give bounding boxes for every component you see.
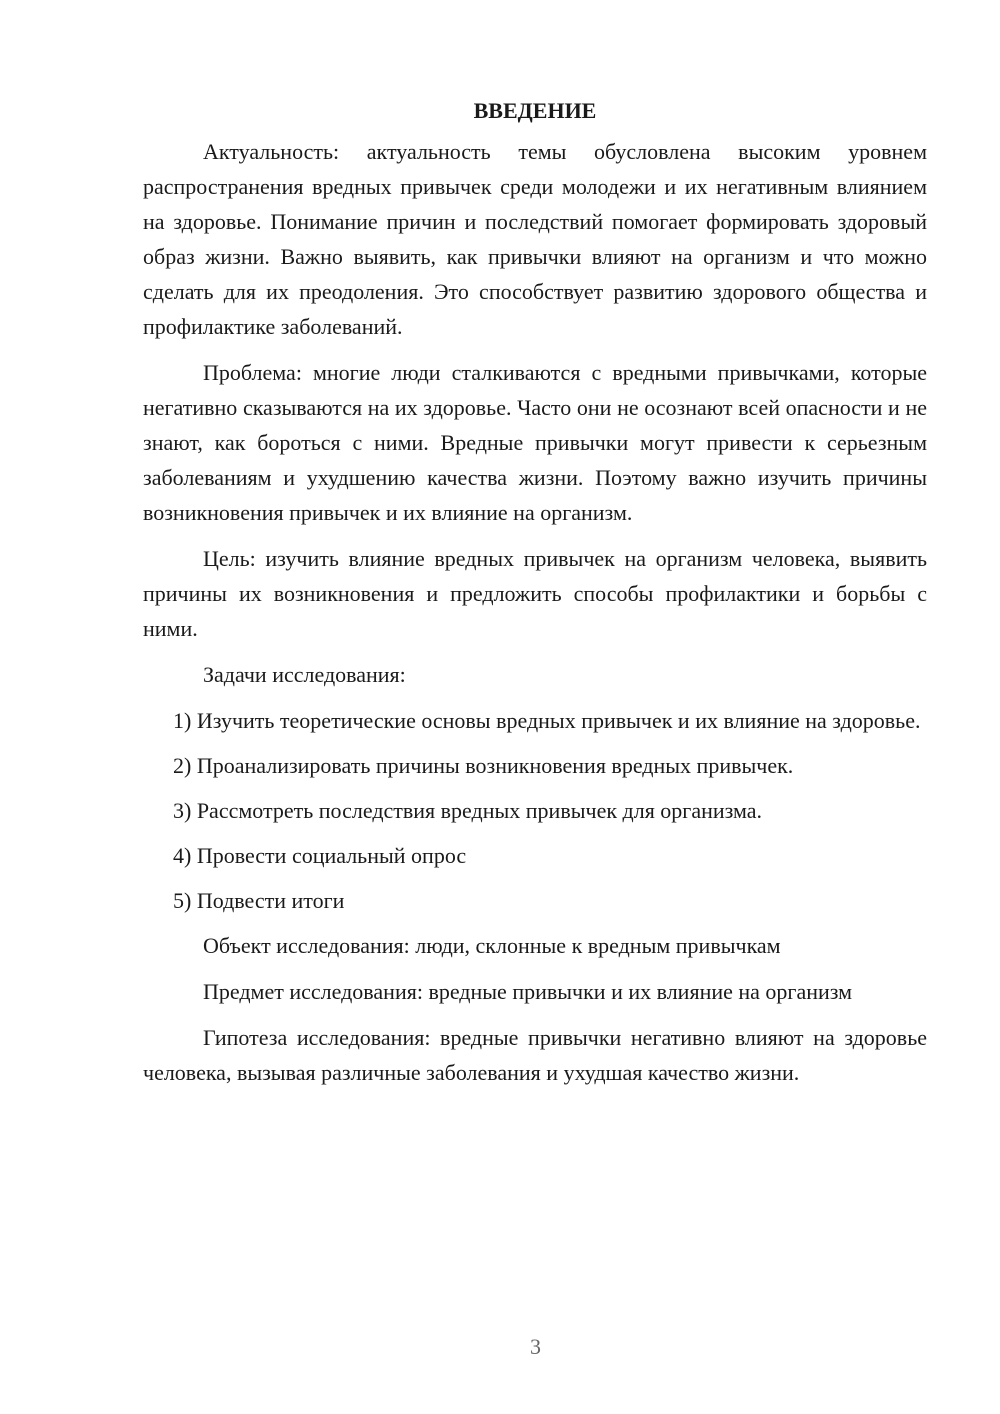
- task-item-5: 5) Подвести итоги: [173, 888, 345, 913]
- task-item-2: 2) Проанализировать причины возникновения вредных привычек.: [173, 753, 794, 778]
- goal-paragraph: Цель: изучить влияние вредных привычек на организм человека, выявить причины их возникновения и предложить способы профилактики и борьбы с ними.: [143, 546, 927, 641]
- tasks-heading: Задачи исследования:: [203, 662, 406, 687]
- task-item-1: 1) Изучить теоретические основы вредных привычек и их влияние на здоровье.: [173, 708, 921, 733]
- task-item-4: 4) Провести социальный опрос: [173, 843, 467, 868]
- relevance-paragraph: Актуальность: актуальность темы обусловлена высоким уровнем распространения вредных привычек среди молодежи и их негативным влиянием на здоровье. Понимание причин и последствий помогает формировать здоровый образ жизни. Важно выявить, как привычки влияют на организм и что можно сделать для их преодоления. Это способствует развитию здорового общества и профилактике заболеваний.: [143, 139, 927, 339]
- section-heading: ВВЕДЕНИЕ: [473, 98, 597, 123]
- document-page: [143, 93, 927, 1101]
- task-item-3: 3) Рассмотреть последствия вредных привычек для организма.: [173, 798, 763, 823]
- hypothesis-paragraph: Гипотеза исследования: вредные привычки негативно влияют на здоровье человека, вызывая различные заболевания и ухудшая качество жизни.: [143, 1025, 927, 1085]
- page-number: 3: [530, 1334, 541, 1359]
- object-paragraph: Объект исследования: люди, склонные к вредным привычкам: [203, 933, 781, 958]
- problem-paragraph: Проблема: многие люди сталкиваются с вредными привычками, которые негативно сказываются на их здоровье. Часто они не осознают всей опасности и не знают, как бороться с ними. Вредные привычки могут привести к серьезным заболеваниям и ухудшению качества жизни. Поэтому важно изучить причины возникновения привычек и их влияние на организм.: [143, 360, 927, 525]
- subject-paragraph: Предмет исследования: вредные привычки и их влияние на организм: [203, 979, 853, 1004]
